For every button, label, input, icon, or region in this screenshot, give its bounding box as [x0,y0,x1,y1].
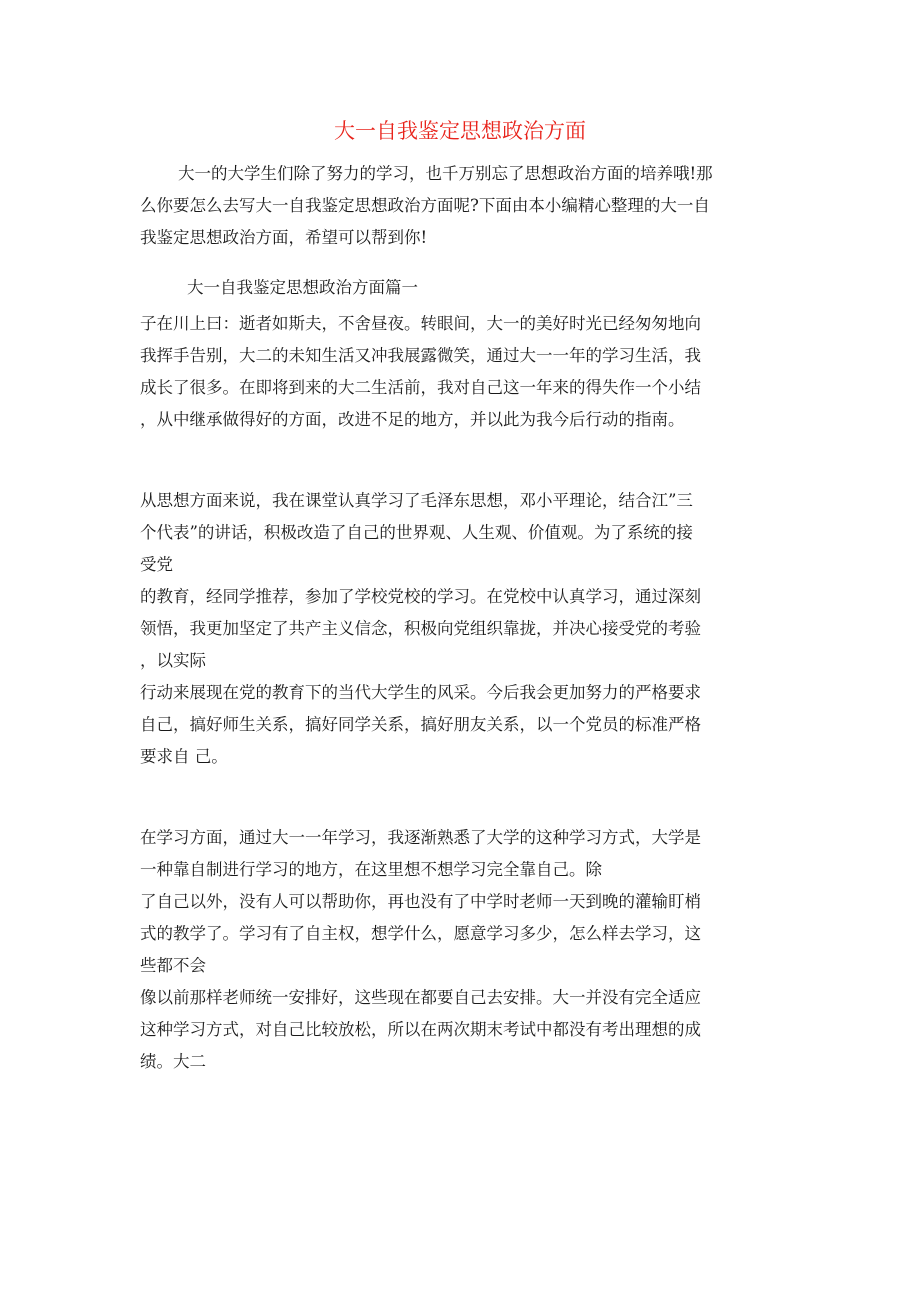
body-line: 领悟，我更加坚定了共产主义信念，积极向党组织靠拢，并决心接受党的考验 [140,619,701,638]
body-line: 受党 [140,555,173,574]
body-line: 一种靠自制进行学习的地方，在这里想不想学习完全靠自己。除 [140,860,602,879]
body-line: 成长了很多。在即将到来的大二生活前，我对自己这一年来的得失作一个小结 [140,378,701,397]
body-line: 子在川上曰：逝者如斯夫，不舍昼夜。转眼间，大一的美好时光已经匆匆地向 [140,314,701,333]
body-line: 个代表”的讲话，积极改造了自己的世界观、人生观、价值观。为了系统的接 [140,523,693,542]
intro-line: 我鉴定思想政治方面，希望可以帮到你! [140,228,428,247]
body-line: 式的教学了。学习有了自主权，想学什么，愿意学习多少，怎么样去学习，这 [140,924,701,943]
body-line: 了自己以外，没有人可以帮助你，再也没有了中学时老师一天到晚的灌输盯梢 [140,892,701,911]
body-line: 像以前那样老师统一安排好，这些现在都要自己去安排。大一并没有完全适应 [140,988,701,1007]
body-line: 要求自 己。 [140,747,228,766]
body-line: 自己，搞好师生关系，搞好同学关系，搞好朋友关系，以一个党员的标准严格 [140,715,701,734]
intro-line: 么你要怎么去写大一自我鉴定思想政治方面呢?下面由本小编精心整理的大一自 [140,196,710,215]
body-line: 绩。大二 [140,1052,206,1071]
body-line: 的教育，经同学推荐，参加了学校党校的学习。在党校中认真学习，通过深刻 [140,587,701,606]
body-line: 我挥手告别，大二的未知生活又冲我展露微笑，通过大一一年的学习生活，我 [140,346,701,365]
body-line: ，从中继承做得好的方面，改进不足的地方，并以此为我今后行动的指南。 [140,410,685,429]
document-title: 大一自我鉴定思想政治方面 [334,119,586,143]
section-heading: 大一自我鉴定思想政治方面篇一 [187,278,418,297]
intro-line: 大一的大学生们除了努力的学习，也千万别忘了思想政治方面的培养哦!那 [178,164,713,183]
body-line: 行动来展现在党的教育下的当代大学生的风采。今后我会更加努力的严格要求 [140,683,701,702]
body-line: 从思想方面来说，我在课堂认真学习了毛泽东思想，邓小平理论，结合江”三 [140,491,693,510]
body-line: 这种学习方式，对自己比较放松，所以在两次期末考试中都没有考出理想的成 [140,1020,701,1039]
body-line: 在学习方面，通过大一一年学习，我逐渐熟悉了大学的这种学习方式，大学是 [140,828,701,847]
body-line: ，以实际 [140,651,206,670]
body-line: 些都不会 [140,956,206,975]
